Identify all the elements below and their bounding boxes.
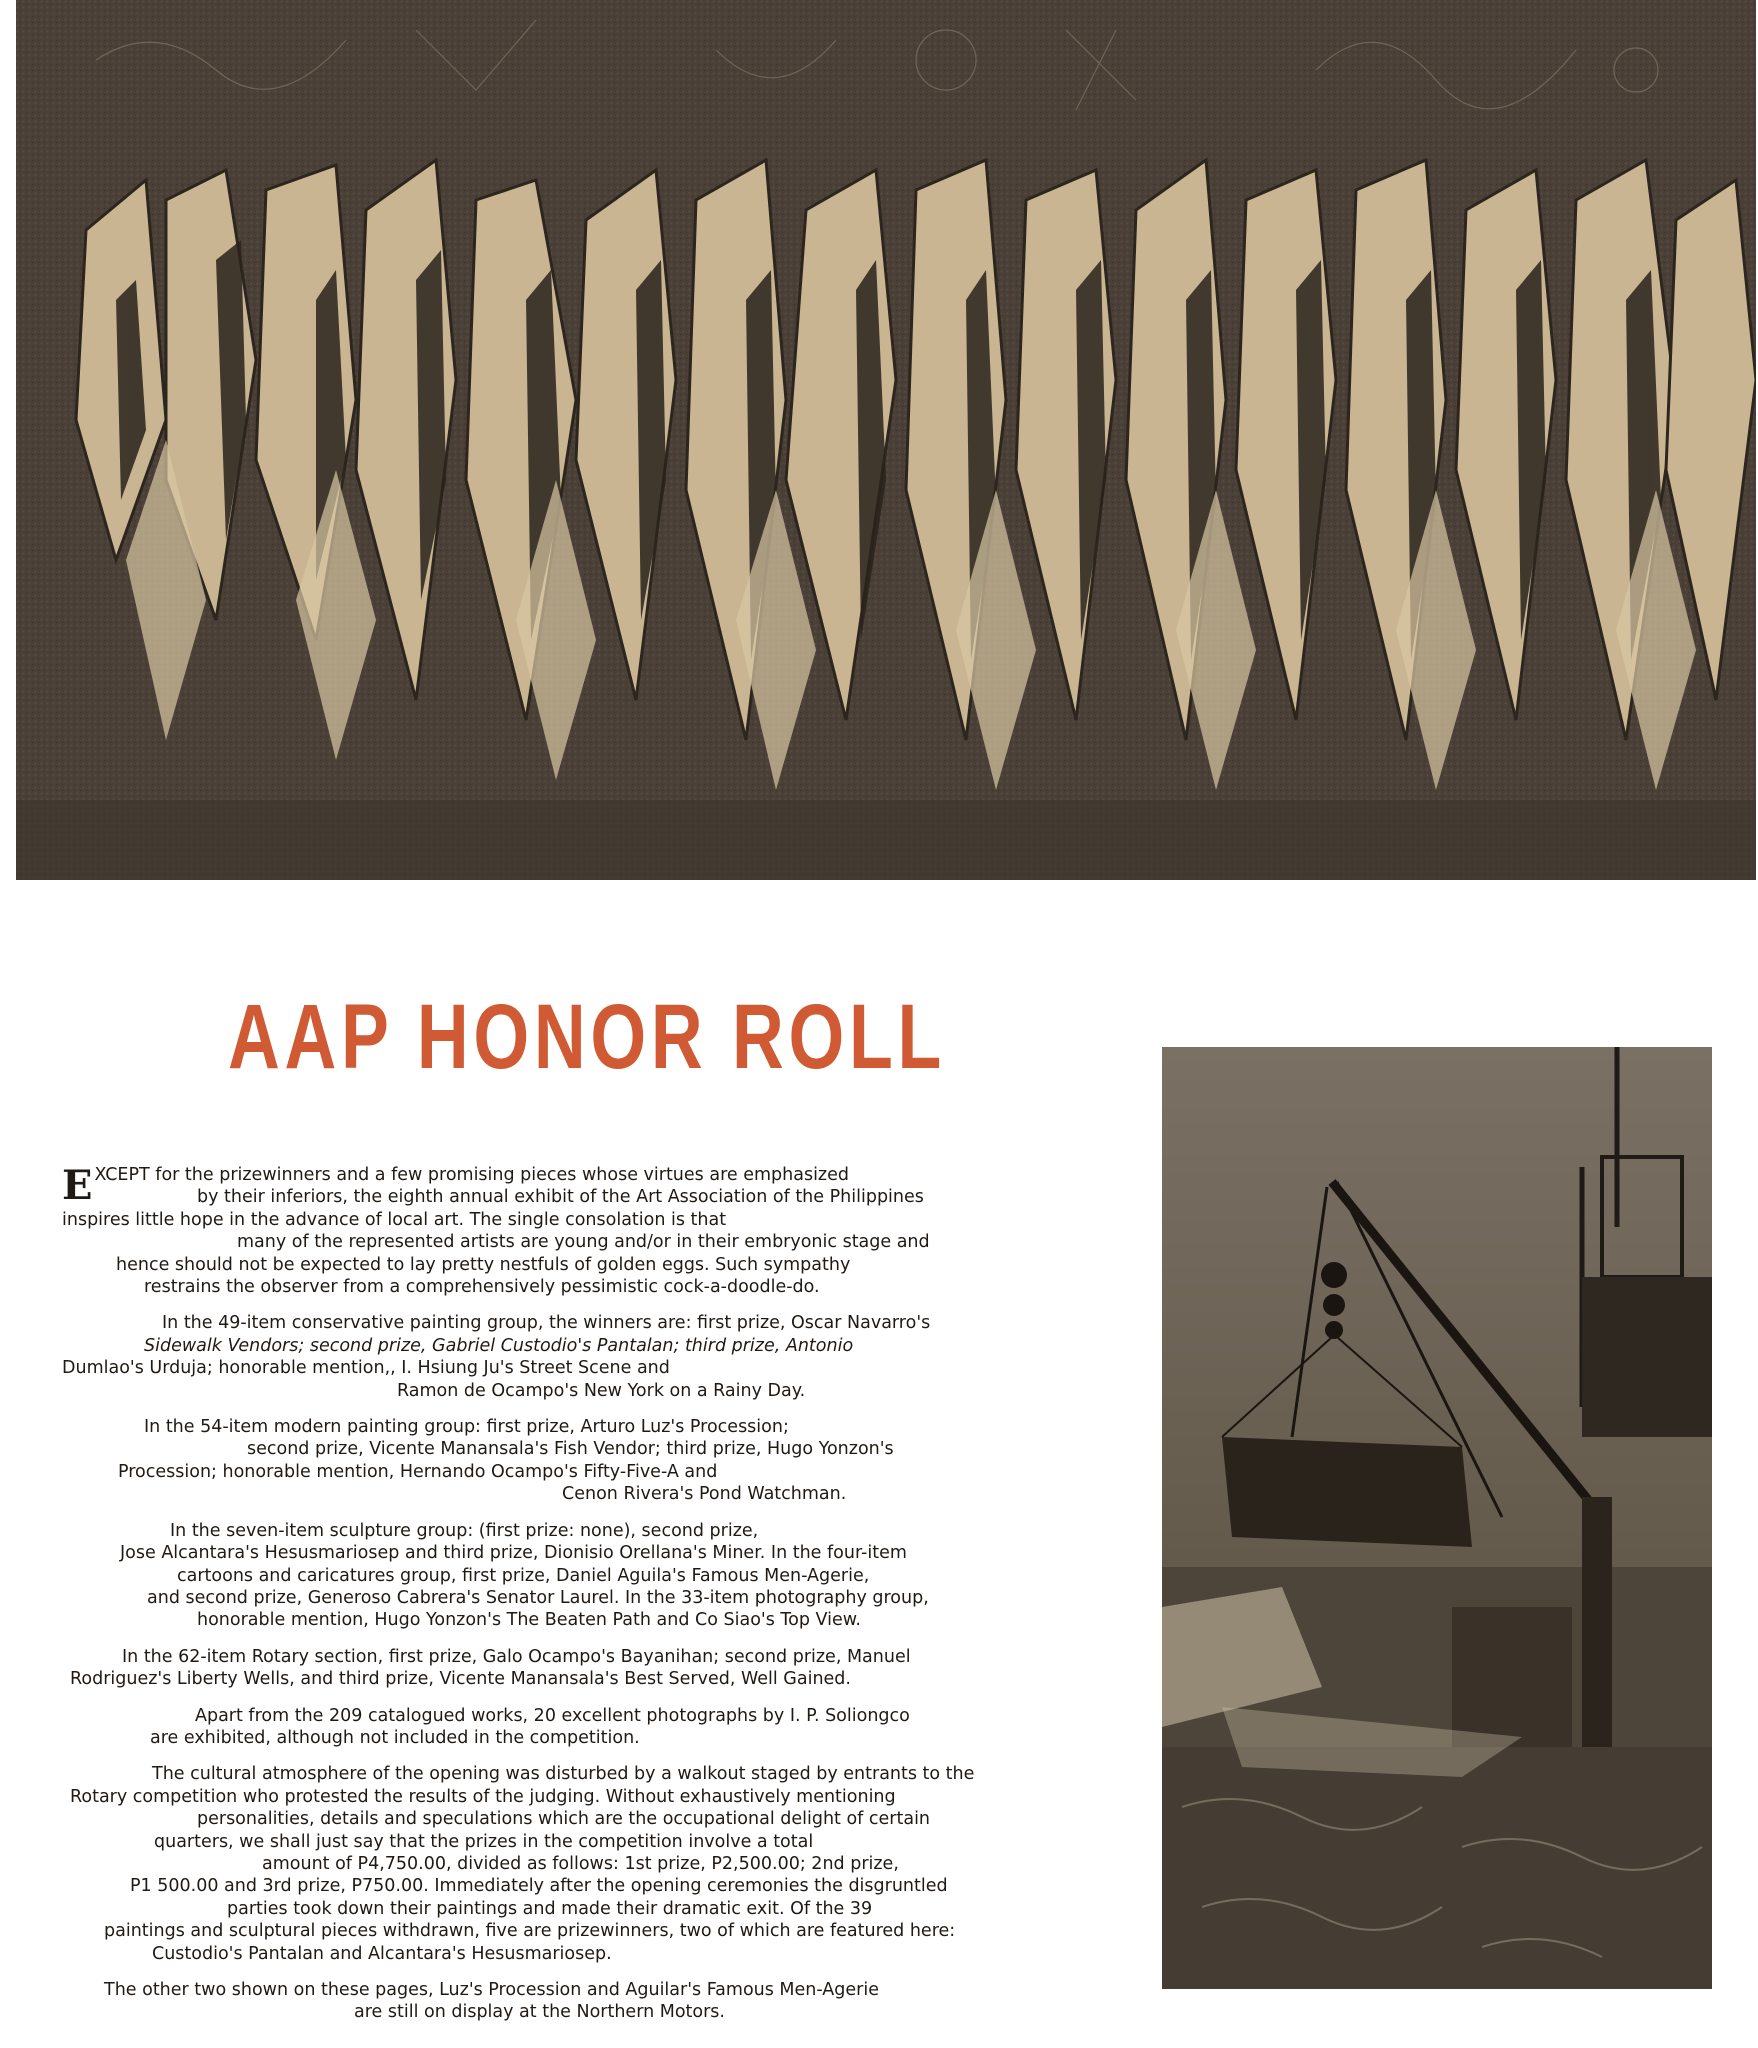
text-line: XCEPT for the prizewinners and a few promising pieces whose virtues are emphasized — [94, 1165, 849, 1185]
paragraph-modern — [62, 1416, 1074, 1506]
text-line: P1 500.00 and 3rd prize, P750.00. Immediately after the opening ceremonies the disgruntled — [130, 1876, 948, 1897]
text-line: In the 54-item modern painting group: first prize, Arturo Luz's Procession; — [144, 1417, 789, 1438]
text-line: quarters, we shall just say that the prizes in the competition involve a total — [154, 1831, 814, 1852]
text-line: Sidewalk Vendors; second prize, Gabriel Custodio's Pantalan; third prize, Antonio — [144, 1335, 854, 1356]
paragraph-display — [62, 1979, 1074, 2024]
article-body — [62, 1164, 1074, 2038]
text-line: In the 49-item conservative painting group, the winners are: first prize, Oscar Navarro's — [162, 1313, 931, 1334]
paragraph-walkout — [62, 1763, 1074, 1965]
text-line: and second prize, Generoso Cabrera's Senator Laurel. In the 33-item photography group, — [147, 1587, 929, 1608]
text-line: Cenon Rivera's Pond Watchman. — [562, 1484, 847, 1505]
page-title: AAP HONOR ROLL — [228, 986, 947, 1088]
paragraph-intro — [62, 1164, 1074, 1298]
harbor-painting-art — [1162, 1047, 1712, 1989]
text-line: Procession; honorable mention, Hernando Ocampo's Fifty-Five-A and — [118, 1461, 718, 1482]
text-line: are exhibited, although not included in the competition. — [150, 1727, 640, 1748]
text-line: second prize, Vicente Manansala's Fish Vendor; third prize, Hugo Yonzon's — [247, 1439, 894, 1460]
text-line: Ramon de Ocampo's New York on a Rainy Day. — [397, 1380, 806, 1401]
text-line: amount of P4,750.00, divided as follows: 1st prize, P2,500.00; 2nd prize, — [262, 1853, 899, 1874]
text-line: hence should not be expected to lay pretty nestfuls of golden eggs. Such sympathy — [116, 1254, 851, 1275]
drop-cap: E — [62, 1162, 93, 1209]
text-line: Custodio's Pantalan and Alcantara's Hesusmariosep. — [152, 1943, 612, 1964]
paragraph-catalogue — [62, 1705, 1074, 1750]
harbor-painting — [1162, 1047, 1712, 1989]
paragraph-conservative — [62, 1312, 1074, 1402]
text-line: Dumlao's Urduja; honorable mention,, I. Hsiung Ju's Street Scene and — [62, 1358, 670, 1379]
text-line: Rotary competition who protested the results of the judging. Without exhaustively mentioning — [70, 1786, 896, 1807]
text-line: The other two shown on these pages, Luz's Procession and Aguilar's Famous Men-Agerie — [104, 1980, 879, 2000]
text-line: many of the represented artists are young and/or in their embryonic stage and — [237, 1232, 930, 1253]
text-line: honorable mention, Hugo Yonzon's The Beaten Path and Co Siao's Top View. — [197, 1610, 861, 1631]
text-line: restrains the observer from a comprehensively pessimistic cock-a-doodle-do. — [144, 1277, 820, 1298]
text-line: cartoons and caricatures group, first prize, Daniel Aguila's Famous Men-Agerie, — [177, 1565, 870, 1586]
text-line: are still on display at the Northern Motors. — [354, 2002, 725, 2023]
text-line: In the seven-item sculpture group: (first prize: none), second prize, — [170, 1520, 759, 1541]
text-line: Rodriguez's Liberty Wells, and third prize, Vicente Manansala's Best Served, Well Gained. — [70, 1669, 851, 1690]
text-line: In the 62-item Rotary section, first prize, Galo Ocampo's Bayanihan; second prize, Manuel — [122, 1646, 911, 1667]
text-line: The cultural atmosphere of the opening was disturbed by a walkout staged by entrants to the — [152, 1764, 975, 1785]
procession-painting-art — [16, 0, 1756, 880]
paragraph-rotary — [62, 1646, 1074, 1691]
procession-painting — [16, 0, 1756, 880]
paragraph-sculpture — [62, 1520, 1074, 1632]
text-line: personalities, details and speculations which are the occupational delight of certain — [197, 1809, 931, 1830]
text-line: Jose Alcantara's Hesusmariosep and third prize, Dionisio Orellana's Miner. In the four-item — [120, 1543, 907, 1564]
text-line: paintings and sculptural pieces withdrawn, five are prizewinners, two of which are featured here: — [104, 1921, 956, 1942]
text-line: Apart from the 209 catalogued works, 20 excellent photographs by I. P. Soliongco — [195, 1705, 910, 1726]
text-line: inspires little hope in the advance of local art. The single consolation is that — [62, 1209, 727, 1230]
text-line: by their inferiors, the eighth annual exhibit of the Art Association of the Philippines — [197, 1187, 924, 1208]
text-line: parties took down their paintings and made their dramatic exit. Of the 39 — [227, 1898, 873, 1919]
